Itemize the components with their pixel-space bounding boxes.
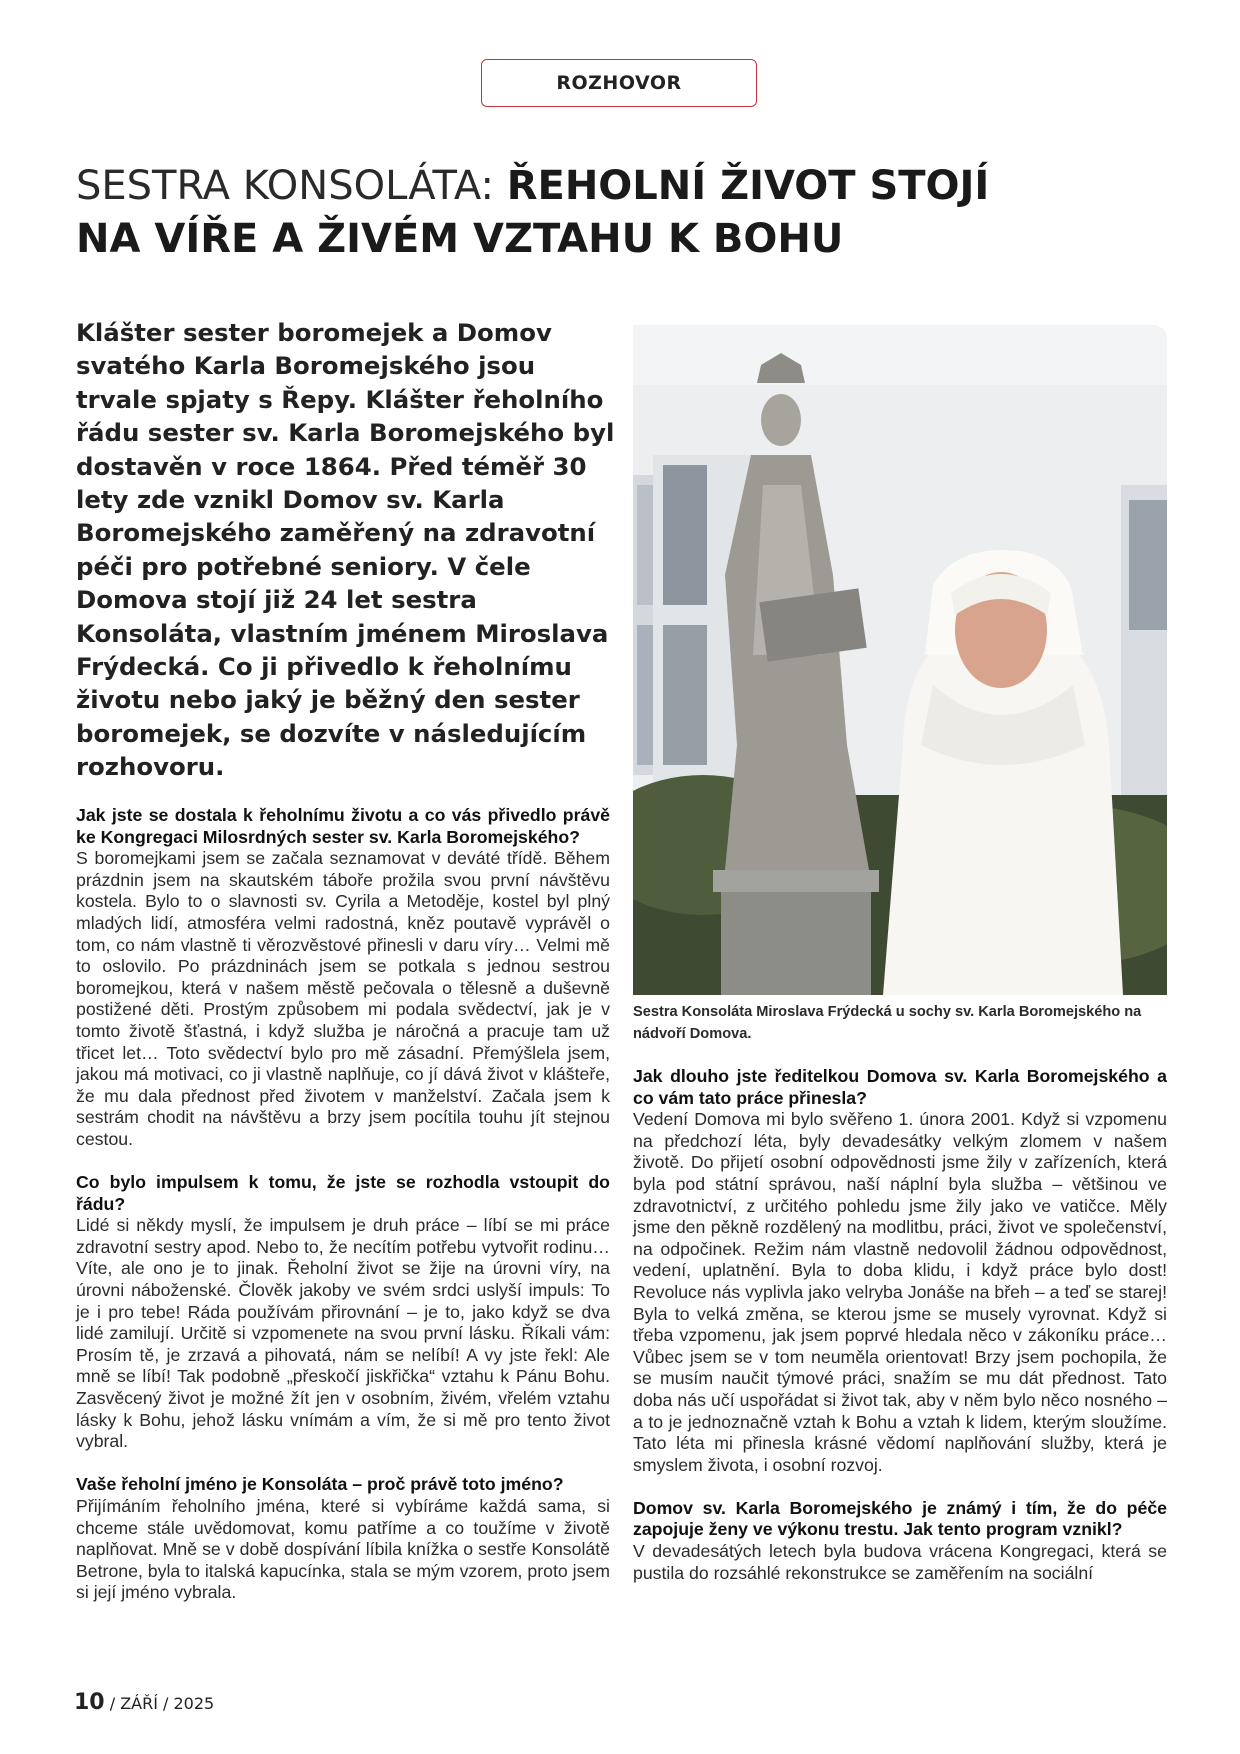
title-bold-line-2: NA VÍŘE A ŽIVÉM VZTAHU K BOHU: [76, 216, 844, 262]
photo-statue-and-nun: [633, 325, 1167, 995]
title-bold-line-1: ŘEHOLNÍ ŽIVOT STOJÍ: [506, 163, 990, 209]
article-photo: [633, 325, 1167, 995]
article-title: [76, 160, 1176, 266]
interview-question: Vaše řeholní jméno je Konsoláta – proč právě toto jméno?: [76, 1474, 564, 1495]
section-label: ROZHOVOR: [481, 59, 757, 107]
interview-question: Co bylo impulsem k tomu, že jste se rozhodla vstoupit do řádu?: [76, 1172, 610, 1214]
interview-question: Jak jste se dostala k řeholnímu životu a co vás přivedlo právě ke Kongregaci Milosrdných sester sv. Karla Boromejského?: [76, 805, 610, 847]
left-text-column: [76, 805, 610, 1604]
photo-caption: Sestra Konsoláta Miroslava Frýdecká u sochy sv. Karla Boromejského na nádvoří Domova.: [633, 1004, 1142, 1042]
interview-answer: Přijímáním řeholního jména, které si vybíráme každá sama, si chceme stále uvědomovat, komu patříme a co toužíme v životě naplňovat. Mně se v době dospívání líbila knížka o sestře Konsolátě Betrone, byla to italská kapucínka, stala se mým vzorem, proto jsem si její jméno vybrala.: [76, 1496, 610, 1603]
interview-answer: S boromejkami jsem se začala seznamovat v deváté třídě. Během prázdnin jsem na skautském táboře prožila svou první návštěvu kostela. Bylo to o slavnosti sv. Cyrila a Metoděje, kostel byl plný mladých lidí, atmosféra velmi radostná, kněz poutavě vyprávěl o tom, co nám vlastně ti věrozvěstové přinesli v daru víry… Velmi mě to oslovilo. Po prázdninách jsem se potkala s jednou sestrou boromejkou, která v našem městě pečovala o tělesně a duševně postižené děti. Prostým způsobem mi podala svědectví, jak je v tomto životě šťastná, i když služba je náročná a pracuje tam už třicet let… Toto svědectví bylo pro mě zásadní. Přemýšlela jsem, jakou má motivaci, co ji vlastně naplňuje, co jí dává život v klášteře, že mu dala přednost před životem v manželství. Začala jsem k sestrám chodit na návštěvu a brzy jsem pocítila touhu jít stejnou cestou.: [76, 848, 610, 1149]
interview-answer: V devadesátých letech byla budova vrácena Kongregaci, která se pustila do rozsáhlé rekonstrukce se zaměřením na sociální: [633, 1541, 1167, 1583]
interview-question: Jak dlouho jste ředitelkou Domova sv. Karla Boromejského a co vám tato práce přinesla?: [633, 1066, 1167, 1108]
interview-answer: Vedení Domova mi bylo svěřeno 1. února 2001. Když si vzpomenu na předchozí léta, byly devadesátky velkým zlomem v našem životě. Do přijetí osobní odpovědnosti jsme žily v zařízeních, která byla pod státní správou, naší náplní byla služba – většinou ve zdravotnictví, z určitého pohledu jsme žily jako ve vatičce. Měly jsme den pěkně rozdělený na modlitbu, práci, život ve společenství, na odpočinek. Režim nám vlastně nedovolil žádnou odpovědnost, vedení, uplatnění. Byla to doba klidu, i když práce bylo dost! Revoluce nás vyplivla jako velryba Jonáše na břeh – a teď se starej! Byla to velká změna, se kterou jsme se musely vyrovnat. Když si třeba vzpomenu, jak jsem poprvé hledala něco v zákoníku práce… Vůbec jsem se v tom neuměla orientovat! Brzy jsem pochopila, že se musím naučit týmové práci, snažím se mu dát přednost. Tato doba nás učí uspořádat si život tak, aby v něm bylo něco nosného – a to je jednoznačně vztah k Bohu a vztah k lidem, kterým sloužíme. Tato léta mi přinesla krásné vědomí naplňování služby, která je smyslem života, i osobní rozvoj.: [633, 1109, 1167, 1475]
interview-question: Domov sv. Karla Boromejského je známý i tím, že do péče zapojuje ženy ve výkonu trestu. Jak tento program vznikl?: [633, 1497, 1167, 1540]
issue-date: / ZÁŘÍ / 2025: [104, 1694, 215, 1713]
lead-paragraph: Klášter sester boromejek a Domov svatého Karla Boromejského jsou trvale spjaty s Řepy. Klášter řeholního řádu sester sv. Karla Boromejského byl dostavěn v roce 1864. Před téměř 30 lety zde vznikl Domov sv. Karla Boromejského zaměřený na zdravotní péči pro potřebné seniory. V čele Domova stojí již 24 let sestra Konsoláta, vlastním jménem Miroslava Frýdecká. Co ji přivedlo k řeholnímu životu nebo jaký je běžný den sester boromejek, se dozvíte v následujícím rozhovoru.: [76, 318, 615, 782]
title-light-part: SESTRA KONSOLÁTA:: [76, 163, 507, 209]
page-number: 10: [74, 1690, 105, 1715]
interview-answer: Lidé si někdy myslí, že impulsem je druh práce – líbí se mi práce zdravotní sestry apod. Nebo to, že necítím potřebu vytvořit rodinu… Víte, ale ono je to jinak. Řeholní život se žije na úrovni víry, na úrovni náboženské. Člověk jakoby ve svém srdci uslyší impuls: To je i pro tebe! Ráda používám přirovnání – je to, jako když se dva lidé zamilují. Určitě si vzpomenete na svou první lásku. Říkali vám: Prosím tě, je zrzavá a pihovatá, nám se nelíbí! A vy jste řekl: Ale mně se líbí! Tak podobně „přeskočí jiskřička“ vztahu k Pánu Bohu. Zasvěcený život je možné žít jen v osobním, živém, vřelém vztahu lásky k Bohu, jehož lásku vnímám a vím, že si mě pro tento život vybral.: [76, 1215, 610, 1452]
right-text-column: [633, 1066, 1167, 1584]
page-footer: [74, 1690, 214, 1715]
